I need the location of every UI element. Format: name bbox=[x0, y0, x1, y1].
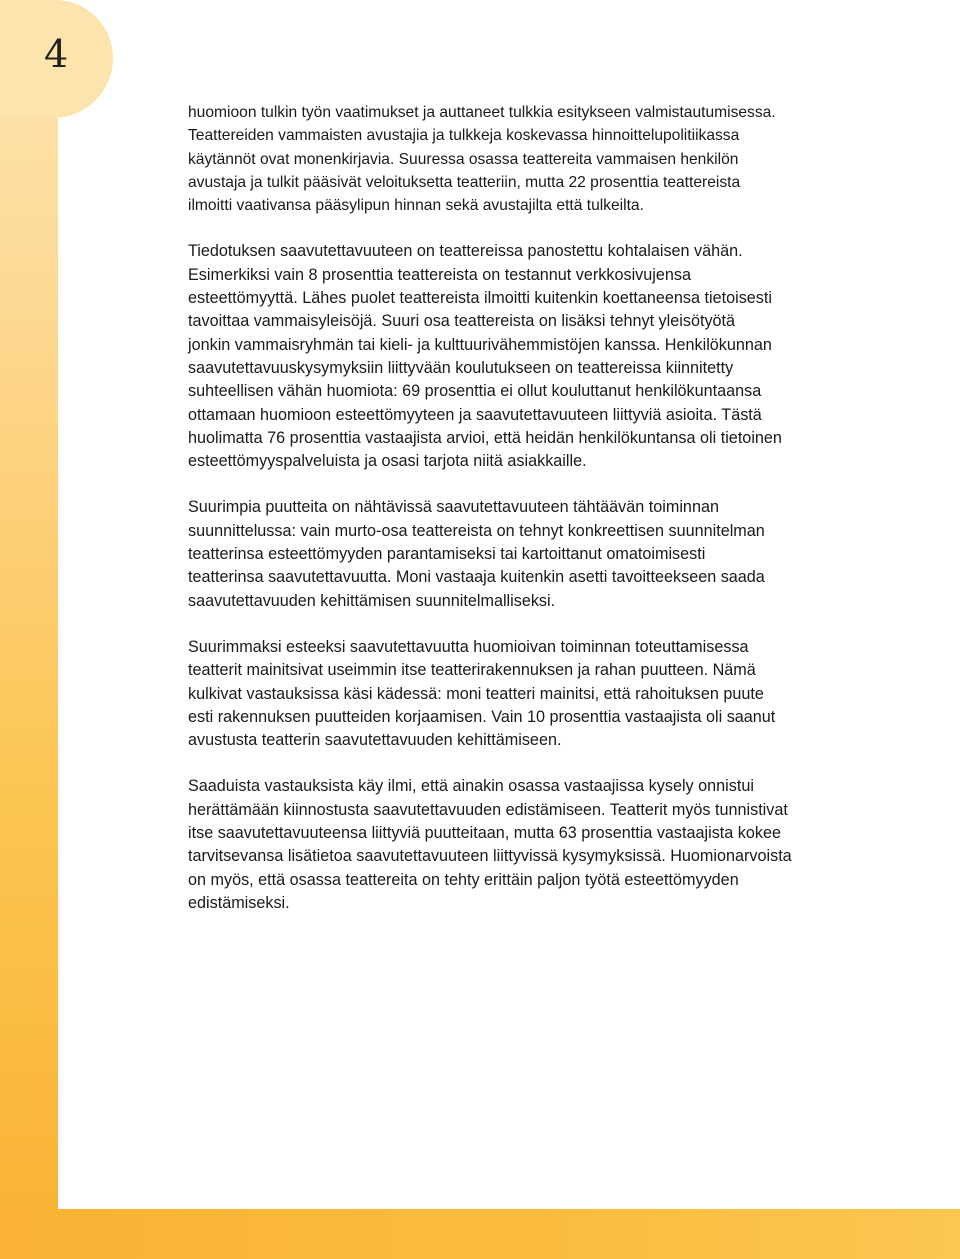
body-text bbox=[188, 101, 888, 938]
paragraph: Suurimpia puutteita on nähtävissä saavutettavuuteen tähtäävän toiminnan suunnittelussa: vain murto-osa teattereista on tehnyt konkreettisen suunnitelman teatterinsa esteettömyyden parantamiseksi tai kartoittanut omatoimisesti teatterinsa saavutettavuutta. Moni vastaaja kuitenkin asetti tavoitteekseen saada saavutettavuuden kehittämisen suunnitelmalliseksi. bbox=[188, 498, 765, 610]
paragraph: Suurimmaksi esteeksi saavutettavuutta huomioivan toiminnan toteuttamisessa teatterit mainitsivat useimmin itse teatterirakennuksen ja rahan puutteen. Nämä kulkivat vastauksissa käsi kädessä: moni teatteri mainitsi, että rahoituksen puute esti rakennuksen puutteiden korjaamisen. Vain 10 prosenttia vastaajista oli saanut avustusta teatterin saavutettavuuden kehittämiseen. bbox=[188, 637, 776, 750]
paragraph: Tiedotuksen saavutettavuuteen on teattereissa panostettu kohtalaisen vähän. Esimerkiksi vain 8 prosenttia teattereista on testannut verkkosivujensa esteettömyyttä. Lähes puolet teattereista ilmoitti kuitenkin koettaneensa tietoisesti tavoittaa vammaisyleisöjä. Suuri osa teattereista on lisäksi tehnyt yleisötyötä jonkin vammaisryhmän tai kieli- ja kulttuurivähemmistöjen kanssa. Henkilökunnan saavutettavuuskysymyksiin liittyvään koulutukseen on teattereissa kiinnitetty suhteellisen vähän huomiota: 69 prosenttia ei ollut kouluttanut henkilökuntaansa ottamaan huomioon esteettömyyteen ja saavutettavuuteen liittyviä asioita. Tästä huolimatta 76 prosenttia vastaajista arvioi, että heidän henkilökuntansa oli tietoinen esteettömyyspalveluista ja osasi tarjota niitä asiakkaille. bbox=[188, 242, 782, 471]
paragraph: huomioon tulkin työn vaatimukset ja auttaneet tulkkia esitykseen valmistautumisessa. Teattereiden vammaisten avustajia ja tulkkeja koskevassa hinnoittelupolitiikassa käytännöt ovat monenkirjavia. Suuressa osassa teattereita vammaisen henkilön avustaja ja tulkit pääsivät veloituksetta teatteriin, mutta 22 prosenttia teattereista ilmoitti vaativansa pääsylipun hinnan sekä avustajilta että tulkeilta. bbox=[188, 104, 776, 215]
decorative-bottom-bar bbox=[0, 1209, 960, 1259]
page-number-tab bbox=[0, 0, 113, 118]
decorative-side-bar bbox=[0, 0, 58, 1259]
paragraph: Saaduista vastauksista käy ilmi, että ainakin osassa vastaajissa kysely onnistui herättämään kiinnostusta saavutettavuuden edistämiseen. Teatterit myös tunnistivat itse saavutettavuuteensa liittyviä puutteitaan, mutta 63 prosenttia vastaajista kokee tarvitsevansa lisätietoa saavutettavuuteen liittyvissä kysymyksissä. Huomionarvoista on myös, että osassa teattereita on tehty erittäin paljon työtä esteettömyyden edistämiseksi. bbox=[188, 777, 792, 912]
page-number: 4 bbox=[44, 32, 69, 76]
